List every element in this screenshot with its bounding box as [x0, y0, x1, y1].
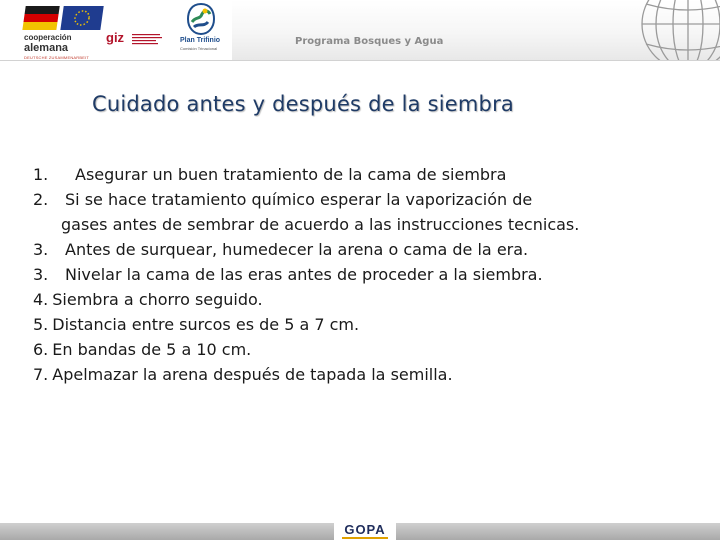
- giz-text: giz: [106, 30, 125, 45]
- logo-panel: [0, 0, 232, 60]
- alemana-text: alemana: [24, 42, 69, 54]
- step-number: 3.: [33, 265, 49, 284]
- list-item: [33, 162, 703, 187]
- step-text: Apelmazar la arena después de tapada la semilla.: [52, 365, 453, 384]
- step-number: 6.: [33, 340, 49, 359]
- step-number: 7.: [33, 365, 49, 384]
- giz-caption-lines-icon: [132, 33, 164, 45]
- plan-trifinio-emblem-icon: [186, 2, 216, 36]
- list-item: [33, 287, 703, 312]
- step-text: gases antes de sembrar de acuerdo a las instrucciones tecnicas.: [61, 215, 580, 234]
- cooperacion-alemana-logo: [6, 4, 102, 58]
- deutsche-zusammenarbeit-text: DEUTSCHE ZUSAMMENARBEIT: [24, 55, 90, 60]
- step-text: Antes de surquear, humedecer la arena o cama de la era.: [65, 240, 529, 259]
- slide-title: Cuidado antes y después de la siembra: [92, 92, 514, 116]
- step-text: En bandas de 5 a 10 cm.: [52, 340, 252, 359]
- globe-grid-icon: [620, 0, 720, 60]
- flags-icon: [18, 4, 106, 34]
- list-item: [33, 337, 703, 362]
- step-number: 4.: [33, 290, 49, 309]
- list-item: [33, 312, 703, 337]
- program-title: Programa Bosques y Agua: [295, 36, 444, 47]
- step-text: Si se hace tratamiento químico esperar la vaporización de: [65, 190, 533, 209]
- cooperacion-text: cooperación: [24, 33, 72, 42]
- gopa-text: GOPA: [344, 522, 386, 537]
- giz-logo: [106, 30, 166, 52]
- step-number: 1.: [33, 165, 49, 184]
- steps-list: [33, 162, 703, 387]
- header-bar: [0, 0, 720, 61]
- step-number: 3.: [33, 240, 49, 259]
- step-text: Siembra a chorro seguido.: [52, 290, 263, 309]
- gopa-underline: [342, 537, 388, 539]
- step-text: Nivelar la cama de las eras antes de proceder a la siembra.: [65, 265, 543, 284]
- list-item: [33, 212, 703, 237]
- list-item: [33, 362, 703, 387]
- step-text: Distancia entre surcos es de 5 a 7 cm.: [52, 315, 360, 334]
- step-number: 2.: [33, 190, 49, 209]
- gopa-logo: [334, 521, 396, 540]
- list-item: [33, 187, 703, 212]
- plan-trifinio-subtitle: Comisión Trinacional: [180, 46, 218, 51]
- list-item: [33, 237, 703, 262]
- step-text: Asegurar un buen tratamiento de la cama de siembra: [75, 165, 507, 184]
- plan-trifinio-logo: [176, 2, 230, 58]
- step-number: 5.: [33, 315, 49, 334]
- plan-trifinio-name: Plan Trifinio: [180, 37, 221, 44]
- list-item: [33, 262, 703, 287]
